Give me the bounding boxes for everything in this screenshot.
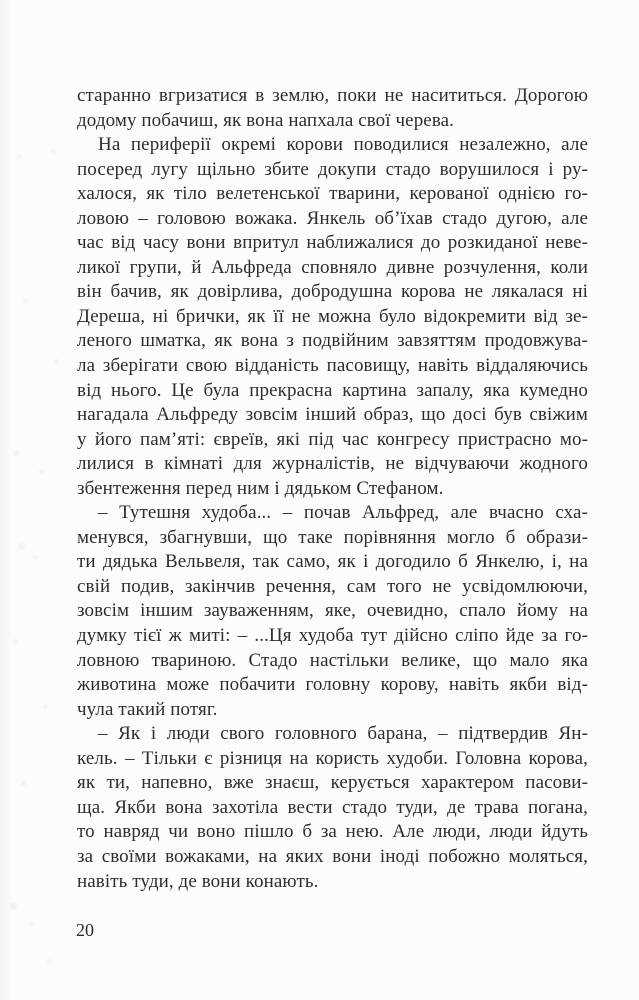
text-line: ликої групи, й Альфреда сповняло дивне розчулення, коли <box>77 256 588 278</box>
text-line: думку тієї ж миті: – ...Ця худоба тут дійсно сліпо йде за го- <box>77 625 588 647</box>
text-line: лилися в кімнаті для журналістів, не відчуваючи жодного <box>77 453 588 475</box>
text-line: свій подив, закінчив речення, сам того не усвідомлюючи, <box>77 575 588 597</box>
text-line: то навряд чи воно пішло б за нею. Але люди, люди йдуть <box>77 821 588 843</box>
paragraph <box>77 84 588 133</box>
paragraph <box>77 133 588 501</box>
text-line: додому побачиш, як вона напхала свої черева. <box>77 109 455 131</box>
text-line: нагадала Альфреду зовсім інший образ, що досі був свіжим <box>77 404 588 426</box>
text-line: Дереша, ні брички, як її не можна було відокремити від зе- <box>77 305 588 327</box>
text-line: – Тутешня худоба... – почав Альфред, але вчасно сха- <box>98 502 588 524</box>
text-line: посеред лугу щільно збите докупи стадо ворушилося і ру- <box>77 158 588 180</box>
text-line: халося, як тіло велетенської тварини, керованої однією го- <box>77 183 588 205</box>
text-line: ща. Якби вона захотіла вести стадо туди, де трава погана, <box>77 796 588 818</box>
text-line: у його пам’яті: євреїв, які під час конгресу пристрасно мо- <box>77 428 588 450</box>
text-line: старанно вгризатися в землю, поки не насититься. Дорогою <box>77 85 588 106</box>
text-line: ловою – головою вожака. Янкель об’їхав стадо дугою, але <box>77 207 588 229</box>
page-number: 20 <box>76 920 94 940</box>
text-line: животина може побачити головну корову, навіть якби від- <box>77 674 588 696</box>
text-line: менувся, збагнувши, що таке порівняння могло б образи- <box>77 526 588 548</box>
text-line: – Як і люди свого головного барана, – підтвердив Ян- <box>98 723 588 745</box>
text-line: чула такий потяг. <box>77 698 218 720</box>
paragraph <box>77 501 588 722</box>
text-line: навіть туди, де вони конають. <box>77 870 319 892</box>
scan-artifacts <box>0 0 3 3</box>
text-line: ловною твариною. Стадо настільки велике, що мало яка <box>77 649 588 671</box>
paragraph <box>77 722 588 894</box>
body-text <box>77 84 588 894</box>
text-line: він бачив, як довірлива, добродушна корова не лякалася ні <box>77 281 588 303</box>
text-line: На периферії окремі корови поводилися незалежно, але <box>98 134 588 156</box>
text-line: ти дядька Вельвеля, так само, як і догодило б Янкелю, і, на <box>77 551 588 573</box>
text-line: кель. – Тільки є різниця на користь худоби. Головна корова, <box>77 747 588 769</box>
text-line: час від часу вони впритул наближалися до розкиданої неве- <box>77 232 588 254</box>
text-line: як ти, напевно, вже знаєш, керується характером пасови- <box>77 772 588 794</box>
text-line: зовсім іншим зауваженням, яке, очевидно, спало йому на <box>77 600 588 622</box>
text-line: ла зберігати свою відданість пасовищу, навіть віддаляючись <box>77 355 588 377</box>
text-line: за своїми вожаками, на яких вони іноді побожно моляться, <box>77 845 588 867</box>
text-line: леного шматка, як вона з подвійним завзяттям продовжува- <box>77 330 588 352</box>
text-line: збентеження перед ним і дядьком Стефаном. <box>77 477 444 499</box>
text-line: від нього. Це була прекрасна картина запалу, яка кумедно <box>77 379 588 401</box>
